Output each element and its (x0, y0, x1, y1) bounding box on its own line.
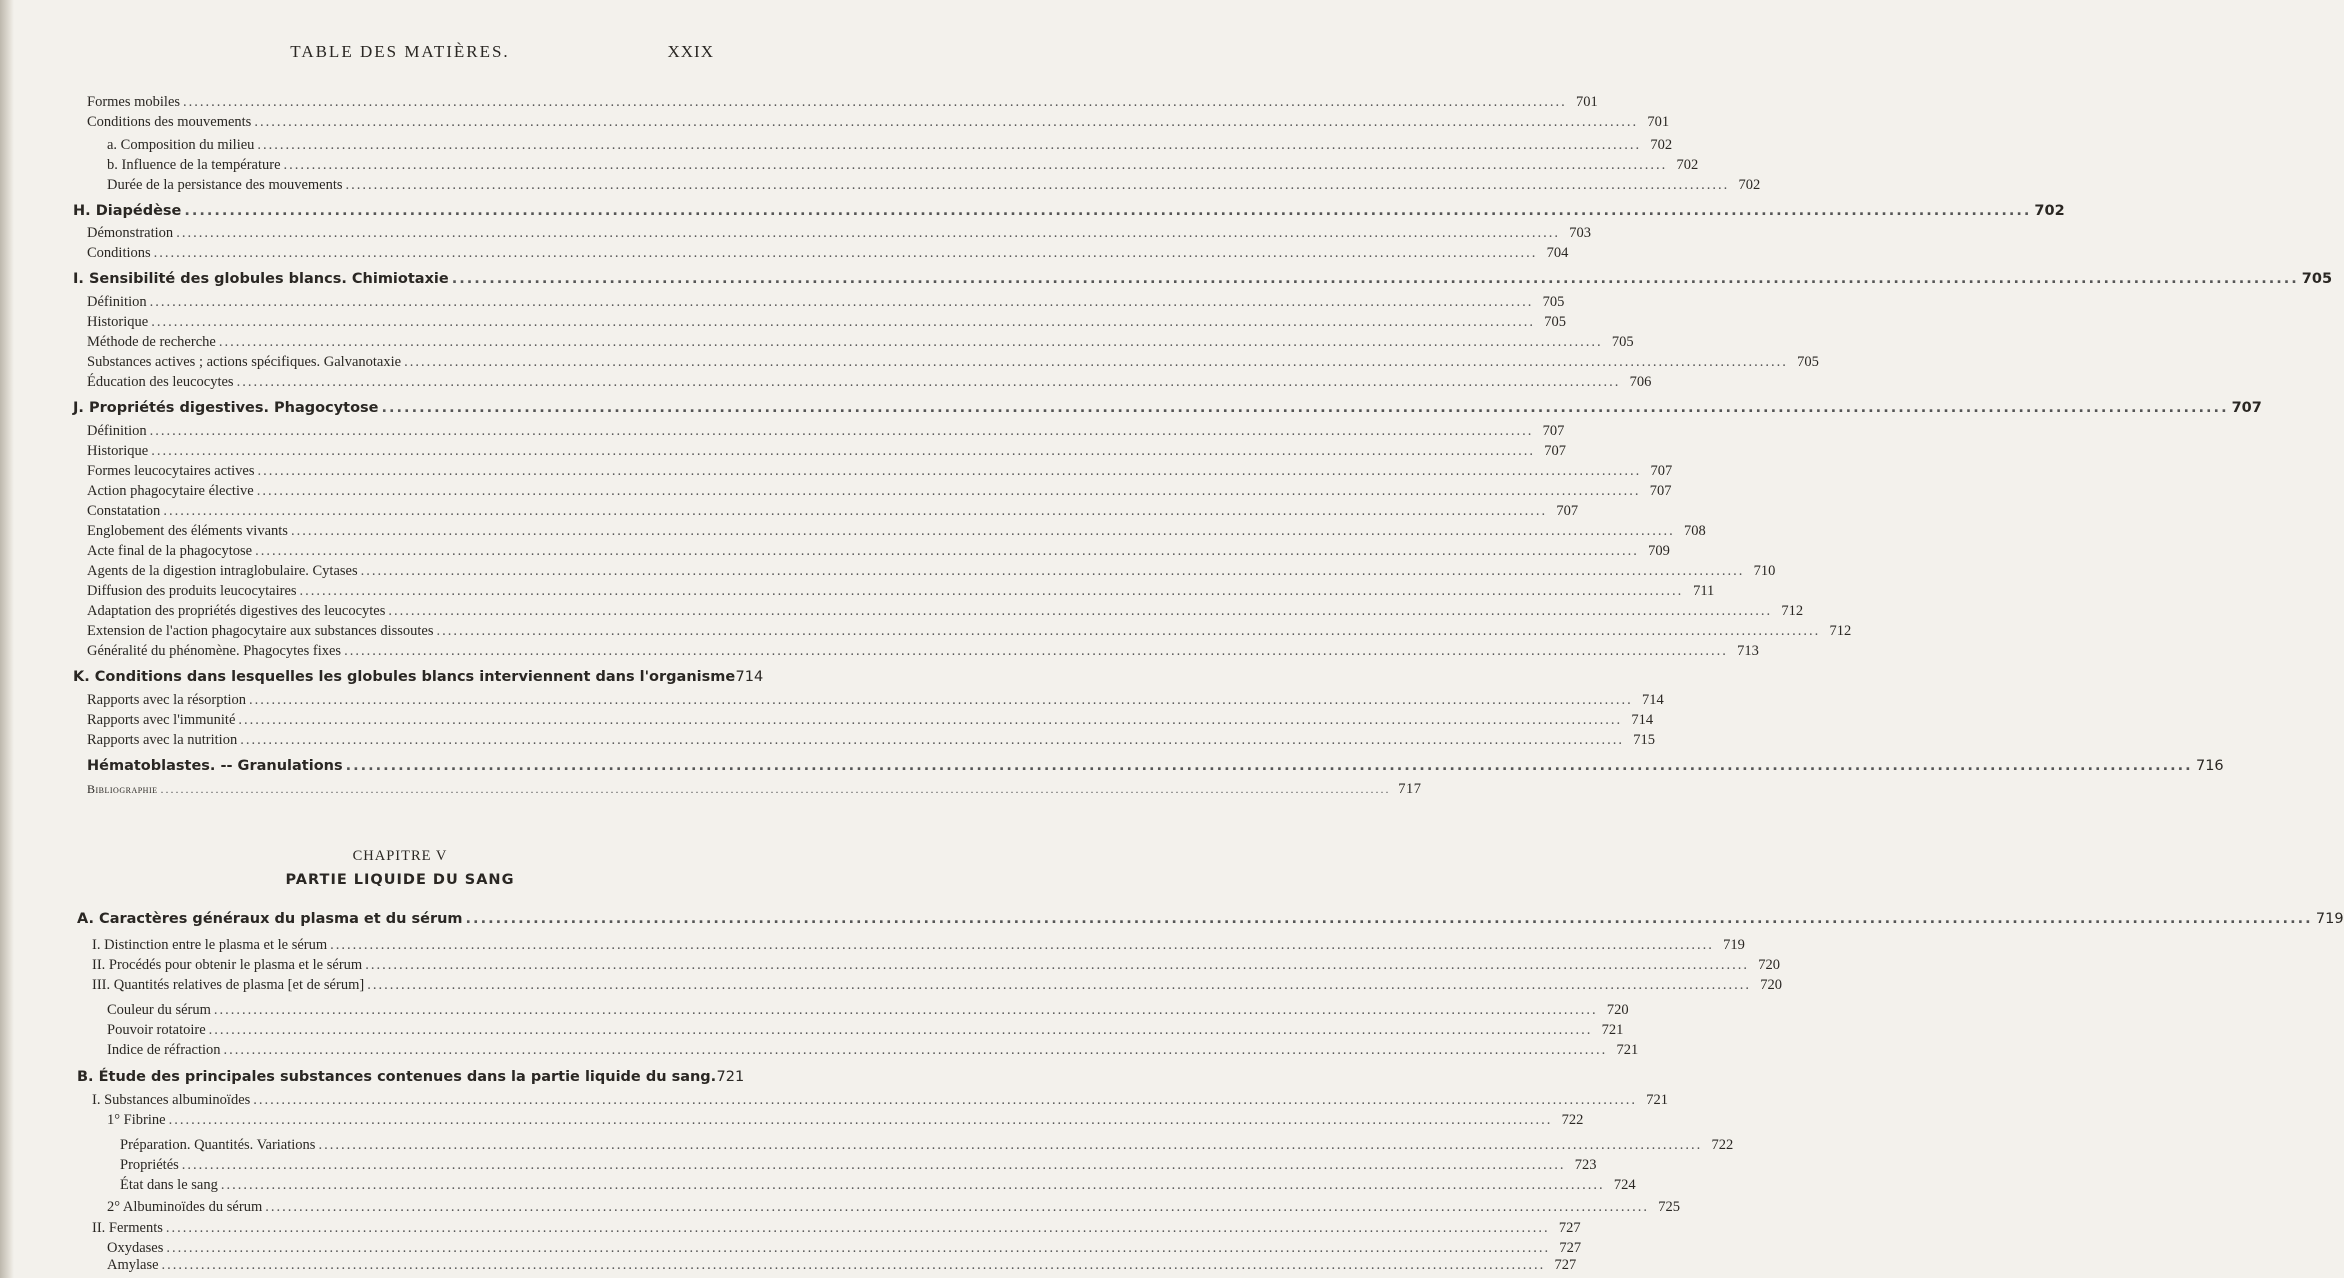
toc-entry-label: État dans le sang (120, 1177, 218, 1193)
toc-entry-page: 714 (1642, 692, 1664, 708)
toc-entry-page: 725 (1658, 1199, 1680, 1215)
toc-entry (107, 174, 1761, 196)
toc-entry (107, 134, 1673, 156)
toc-entry-label: Rapports avec la nutrition (87, 732, 238, 748)
toc-entry-page: 720 (1760, 977, 1782, 993)
toc-section-label: K. Conditions dans lesquelles les globules blancs interviennent dans l'organisme (73, 669, 736, 685)
toc-entry (87, 111, 1670, 133)
toc-entry-label: Historique (87, 443, 149, 459)
toc-entry-page: 723 (1574, 1157, 1597, 1173)
toc-entry-label: Bibliographie (87, 782, 158, 796)
toc-entry-page: 705 (1611, 334, 1634, 350)
toc-section (87, 755, 2224, 777)
toc-section (73, 268, 2333, 290)
toc-entry-page: 719 (2315, 911, 2344, 927)
toc-entry-page: 702 (2034, 203, 2065, 219)
toc-entry-label: Rapports avec l'immunité (87, 712, 236, 728)
toc-entry-page: 710 (1753, 563, 1776, 579)
toc-entry (87, 778, 1422, 800)
toc-entry-label: Préparation. Quantités. Variations (120, 1137, 316, 1153)
toc-entry (87, 91, 1598, 113)
toc-entry-page: 720 (1758, 957, 1780, 973)
toc-entry (92, 954, 1780, 976)
toc-section-label: I. Sensibilité des globules blancs. Chimiotaxie (73, 271, 449, 287)
toc-entry-label: II. Procédés pour obtenir le plasma et le sérum (92, 957, 363, 973)
toc-entry (87, 331, 1634, 353)
toc-entry (87, 729, 1655, 751)
toc-entry-label: Couleur du sérum (107, 1002, 211, 1018)
toc-entry (92, 974, 1782, 996)
toc-entry (107, 1039, 1639, 1061)
toc-entry-label: II. Ferments (92, 1220, 163, 1236)
toc-entry-label: Englobement des éléments vivants (87, 523, 288, 539)
toc-entry-label: Agents de la digestion intraglobulaire. Cytases (87, 563, 358, 579)
toc-entry (120, 1134, 1734, 1156)
toc-entry-label: Substances actives ; actions spécifiques. Galvanotaxie (87, 354, 402, 370)
toc-entry-label: Formes leucocytaires actives (87, 463, 255, 479)
toc-entry-label: Propriétés (120, 1157, 179, 1173)
toc-entry-label: I. Distinction entre le plasma et le sérum (92, 937, 328, 953)
toc-entry (87, 311, 1566, 333)
toc-section-label: J. Propriétés digestives. Phagocytose (73, 400, 379, 416)
toc-section (73, 397, 2262, 419)
toc-entry-page: 721 (716, 1069, 745, 1085)
toc-entry-page: 721 (1601, 1022, 1624, 1038)
toc-entry-label: Indice de réfraction (107, 1042, 221, 1058)
toc-section (73, 200, 2065, 222)
toc-entry (87, 222, 1591, 244)
toc-entry-label: 2° Albuminoïdes du sérum (107, 1199, 263, 1215)
toc-entry-page: 713 (1737, 643, 1759, 659)
toc-entry-label: Diffusion des produits leucocytaires (87, 583, 297, 599)
toc-entry (107, 1196, 1680, 1218)
chapter-number: CHAPITRE V (352, 848, 448, 864)
toc-entry-label: a. Composition du milieu (107, 137, 255, 153)
toc-entry-page: 720 (1606, 1002, 1629, 1018)
toc-entry (87, 420, 1565, 442)
toc-entry-label: Acte final de la phagocytose (87, 543, 253, 559)
toc-entry-page: 724 (1613, 1177, 1636, 1193)
toc-entry-page: 702 (1676, 157, 1699, 173)
toc-entry-page: 707 (1649, 483, 1672, 499)
toc-entry-label: I. Substances albuminoïdes (92, 1092, 251, 1108)
toc-entry-page: 707 (2231, 400, 2262, 416)
toc-section (77, 1066, 745, 1088)
toc-entry-label: Durée de la persistance des mouvements (107, 177, 343, 193)
toc-entry-page: 727 (1559, 1240, 1582, 1256)
toc-entry-page: 714 (735, 669, 764, 685)
toc-entry (87, 709, 1654, 731)
toc-entry (87, 600, 1804, 622)
toc-entry (107, 1255, 1577, 1275)
toc-entry (120, 1174, 1636, 1196)
toc-entry-label: Conditions des mouvements (87, 114, 252, 130)
toc-entry (120, 1154, 1597, 1176)
toc-entry-label: Oxydases (107, 1240, 164, 1256)
toc-section-label: A. Caractères généraux du plasma et du sérum (77, 911, 463, 927)
toc-entry (87, 620, 1852, 642)
toc-section-label: H. Diapédèse (73, 203, 182, 219)
toc-entry (87, 351, 1819, 373)
toc-entry (87, 689, 1664, 711)
toc-entry-page: 707 (1542, 423, 1565, 439)
toc-entry (87, 540, 1670, 562)
toc-entry-label: Historique (87, 314, 149, 330)
toc-entry-page: 721 (1646, 1092, 1669, 1108)
toc-section-label: B. Étude des principales substances contenues dans la partie liquide du sang. (77, 1069, 717, 1085)
toc-entry-page: 705 (2301, 271, 2333, 287)
toc-entry-label: Démonstration (87, 225, 174, 241)
toc-entry-page: 706 (1629, 374, 1652, 390)
toc-entry-page: 714 (1631, 712, 1654, 728)
toc-entry (87, 560, 1776, 582)
toc-entry-page: 707 (1556, 503, 1579, 519)
toc-entry-page: 711 (1693, 583, 1715, 599)
toc-entry-page: 705 (1542, 294, 1565, 310)
toc-section (77, 908, 2344, 930)
toc-entry-label: Amylase (107, 1257, 159, 1273)
toc-entry-page: 704 (1546, 245, 1569, 261)
toc-entry-page: 705 (1544, 314, 1566, 330)
toc-entry (92, 934, 1745, 956)
toc-entry-page: 716 (2195, 758, 2224, 774)
toc-entry (87, 242, 1569, 264)
toc-entry-label: Conditions (87, 245, 151, 261)
page-number: XXIX (667, 42, 714, 61)
toc-entry-page: 702 (1738, 177, 1761, 193)
toc-entry-label: Rapports avec la résorption (87, 692, 247, 708)
toc-entry-page: 707 (1650, 463, 1673, 479)
toc-entry (92, 1089, 1669, 1111)
toc-entry (87, 480, 1672, 502)
toc-entry (107, 1109, 1584, 1131)
toc-entry (107, 1019, 1624, 1041)
toc-entry-label: 1° Fibrine (107, 1112, 166, 1128)
toc-entry (87, 291, 1565, 313)
chapter-title: PARTIE LIQUIDE DU SANG (285, 872, 515, 888)
toc-entry (87, 460, 1673, 482)
toc-entry (87, 520, 1706, 542)
toc-entry-label: Extension de l'action phagocytaire aux substances dissoutes (87, 623, 434, 639)
toc-entry-label: III. Quantités relatives de plasma [et de sérum] (92, 977, 365, 993)
toc-entry-page: 709 (1648, 543, 1670, 559)
toc-entry-label: b. Influence de la température (107, 157, 281, 173)
toc-entry-page: 722 (1561, 1112, 1584, 1128)
toc-entry-page: 712 (1781, 603, 1804, 619)
toc-entry-page: 701 (1647, 114, 1670, 130)
toc-entry-label: Formes mobiles (87, 94, 181, 110)
toc-entry-page: 719 (1723, 937, 1745, 953)
toc-entry-label: Adaptation des propriétés digestives des leucocytes (87, 603, 386, 619)
toc-entry-page: 702 (1650, 137, 1673, 153)
toc-entry-page: 701 (1576, 94, 1598, 110)
toc-entry-label: Action phagocytaire élective (87, 483, 254, 499)
toc-entry (87, 580, 1715, 602)
toc-entry-page: 717 (1398, 781, 1422, 797)
toc-entry (87, 440, 1566, 462)
page-title: TABLE DES MATIÈRES. (290, 42, 510, 61)
toc-entry-label: Définition (87, 423, 147, 439)
toc-entry (92, 1217, 1581, 1239)
toc-entry-page: 707 (1544, 443, 1566, 459)
toc-entry (87, 500, 1579, 522)
toc-entry (107, 999, 1629, 1021)
toc-entry-label: Définition (87, 294, 147, 310)
toc-entry-page: 721 (1616, 1042, 1639, 1058)
toc-entry-page: 722 (1711, 1137, 1734, 1153)
toc-entry (107, 154, 1699, 176)
toc-entry-page: 708 (1683, 523, 1706, 539)
toc-entry (87, 371, 1652, 393)
toc-section-label: Hématoblastes. -- Granulations (87, 758, 343, 774)
toc-entry-label: Méthode de recherche (87, 334, 216, 350)
toc-entry-page: 727 (1554, 1257, 1577, 1273)
toc-entry-label: Généralité du phénomène. Phagocytes fixes (87, 643, 342, 659)
toc-entry-page: 727 (1558, 1220, 1581, 1236)
toc-entry-page: 703 (1569, 225, 1591, 241)
toc-entry-label: Pouvoir rotatoire (107, 1022, 206, 1038)
toc-entry-label: Éducation des leucocytes (87, 374, 234, 390)
toc-entry-page: 705 (1797, 354, 1819, 370)
toc-entry (87, 640, 1759, 662)
toc-entry-label: Constatation (87, 503, 161, 519)
toc-entry-page: 712 (1829, 623, 1852, 639)
toc-entry-page: 715 (1633, 732, 1655, 748)
toc-section (73, 666, 764, 688)
